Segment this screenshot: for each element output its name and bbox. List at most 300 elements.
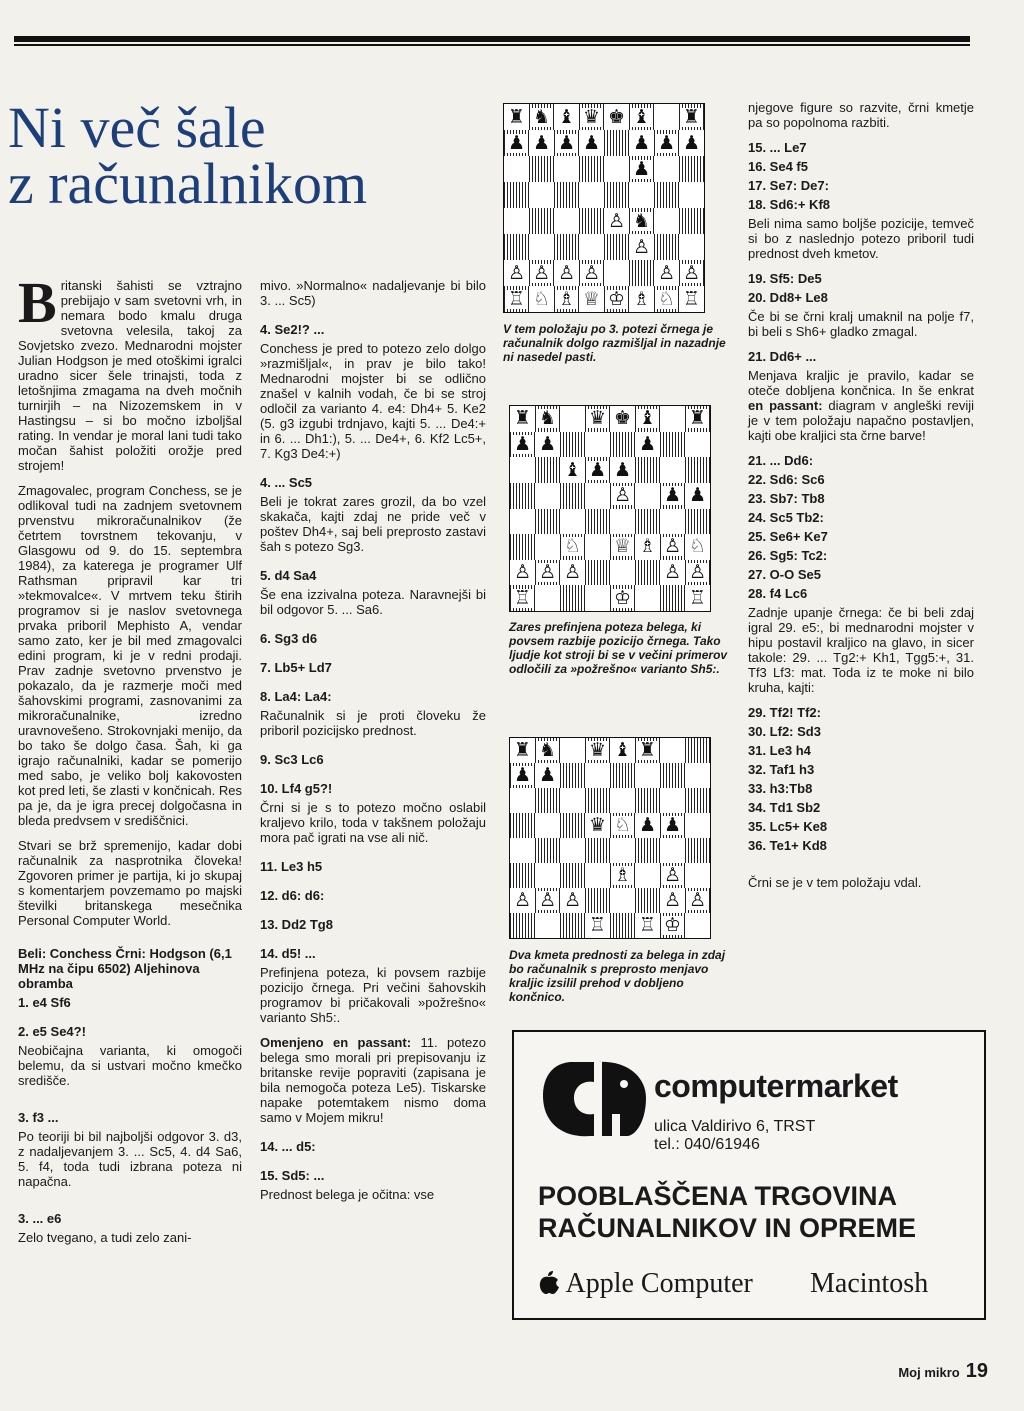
chess-piece: ♟ [663, 484, 682, 507]
move: 31. Le3 h4 [748, 743, 811, 758]
board-square [554, 208, 579, 234]
column-1 [18, 270, 242, 1255]
board-square [560, 763, 585, 788]
board-square [610, 888, 635, 913]
board-square [579, 208, 604, 234]
board-square [685, 457, 710, 483]
board-square [629, 104, 654, 130]
chess-piece: ♜ [513, 407, 532, 430]
board-square [585, 913, 610, 938]
board-square [629, 182, 654, 208]
chess-piece: ♟ [682, 131, 701, 154]
board-square [629, 260, 654, 286]
chess-piece: ♖ [513, 586, 532, 609]
move: 30. Lf2: Sd3 [748, 724, 821, 739]
board-square [660, 913, 685, 938]
board-square [504, 130, 529, 156]
board-square [610, 738, 635, 763]
chess-piece: ♟ [557, 131, 576, 154]
paragraph: Zelo tvegano, a tudi zelo zani- [18, 1230, 192, 1245]
board-square [660, 738, 685, 763]
board-square [685, 888, 710, 913]
board-square [579, 286, 604, 312]
chess-piece: ♕ [613, 535, 632, 558]
chess-piece: ♖ [682, 287, 701, 310]
column-2 [260, 278, 486, 1212]
board-square [604, 260, 629, 286]
move: 21. ... Dd6: [748, 453, 814, 468]
board-square [610, 457, 635, 483]
chess-piece: ♙ [613, 484, 632, 507]
chess-piece: ♛ [588, 407, 607, 430]
chess-piece: ♝ [613, 739, 632, 761]
authorized-dealer-text: POOBLAŠČENA TRGOVINA RAČUNALNIKOV IN OPREME [538, 1181, 917, 1243]
board-square [554, 182, 579, 208]
board-square [510, 788, 535, 813]
board-square [685, 432, 710, 458]
paragraph: njegove figure so razvite, črni kmetje pa so popolnoma razbiti. [748, 100, 974, 130]
chess-piece: ♙ [513, 889, 532, 911]
board-square [610, 560, 635, 586]
chess-piece: ♙ [532, 261, 551, 284]
board-square [579, 182, 604, 208]
board-square [585, 483, 610, 509]
board-square [510, 813, 535, 838]
board-square [635, 763, 660, 788]
chess-piece: ♝ [557, 105, 576, 128]
board-square [629, 130, 654, 156]
board-square [685, 509, 710, 535]
board-square [635, 483, 660, 509]
board-square [635, 585, 660, 611]
board-square [510, 863, 535, 888]
board-square [604, 208, 629, 234]
board-square [604, 104, 629, 130]
board-square [660, 534, 685, 560]
board-square [685, 913, 710, 938]
chess-piece: ♟ [513, 432, 532, 455]
move: 34. Td1 Sb2 [748, 800, 821, 815]
paragraph: Če bi se črni kralj umaknil na polje f7, bi beli s Sh6+ gladko zmagal. [748, 309, 974, 339]
board-square [504, 182, 529, 208]
magazine-name: Moj mikro [898, 1365, 960, 1380]
move: 27. O-O Se5 [748, 567, 821, 582]
chess-diagram-3 [509, 737, 711, 939]
board-square [654, 130, 679, 156]
board-square [504, 156, 529, 182]
board-square [560, 813, 585, 838]
board-square [629, 286, 654, 312]
board-square [610, 432, 635, 458]
board-square [585, 813, 610, 838]
board-square [510, 585, 535, 611]
board-square [579, 104, 604, 130]
chess-piece: ♔ [607, 287, 626, 310]
move: 29. Tf2! Tf2: [748, 705, 821, 720]
move: 35. Lc5+ Ke8 [748, 819, 828, 834]
board-square [660, 560, 685, 586]
chess-piece: ♛ [582, 105, 601, 128]
move: 15. Sd5: ... [260, 1168, 325, 1183]
board-square [585, 738, 610, 763]
chess-piece: ♕ [582, 287, 601, 310]
board-square [560, 457, 585, 483]
board-square [535, 813, 560, 838]
page-footer [898, 1360, 988, 1383]
move: 4. ... Sc5 [260, 475, 313, 490]
chess-piece: ♙ [688, 889, 707, 911]
board-square [679, 104, 704, 130]
board-square [510, 483, 535, 509]
paragraph: Črni si je s to potezo močno oslabil kraljevo krilo, toda v takšnem položaju mora pač igrati na vse ali nič. [260, 800, 486, 845]
paragraph: Zmagovalec, program Conchess, se je odlikoval tudi na zadnjem svetovnem prvenstvu mikroračunalnikov (že četrtem tovrstnem tekovanju, v Glasgowu od 9. do 15. septembra 1984), za katerega je programer Ulf Rathsman pripravil kar tri »tekmovalce«. V mrtvem teku štirih programov si je naslov svetovnega prvaka priboril Mephisto A, vendar samo zato, ker je bil med zmagovalci edini program, ki je v redni prodaji. Prav zadnje svetovno prvenstvo je pokazalo, da je razmerje moči med šahovskimi programi, zasnovanimi za mikroračunalnike, izredno uravnovešeno. Strokovnjaki menijo, da bo tako še dolgo časa. Šah, ki ga igrajo računalniki, kadar se pomerijo med sabo, je veliko bolj kakovosten kot pred leti, še zlasti v končnicah. Res pa je, da je igra precej dolgočasna in bleda predvsem v središčnici. [18, 483, 242, 828]
board-square [560, 738, 585, 763]
chess-piece: ♜ [688, 407, 707, 430]
board-square [685, 813, 710, 838]
board-square [635, 913, 660, 938]
board-square [610, 763, 635, 788]
chess-piece: ♟ [638, 814, 657, 836]
chess-piece: ♜ [682, 105, 701, 128]
board-square [504, 208, 529, 234]
board-square [579, 156, 604, 182]
board-square [585, 432, 610, 458]
chess-piece: ♙ [513, 561, 532, 584]
chess-piece: ♙ [663, 535, 682, 558]
chess-piece: ♘ [532, 287, 551, 310]
board-square [535, 763, 560, 788]
chess-piece: ♜ [507, 105, 526, 128]
board-square [554, 130, 579, 156]
chess-piece: ♝ [563, 458, 582, 481]
board-square [560, 509, 585, 535]
board-square [629, 156, 654, 182]
chess-piece: ♙ [663, 561, 682, 584]
chess-piece: ♙ [688, 561, 707, 584]
chess-piece: ♞ [632, 209, 651, 232]
board-square [679, 286, 704, 312]
move: 5. d4 Sa4 [260, 568, 317, 583]
board-square [510, 432, 535, 458]
move: 15. ... Le7 [748, 140, 807, 155]
board-square [610, 913, 635, 938]
board-square [660, 406, 685, 432]
chess-piece: ♟ [632, 131, 651, 154]
move: 17. Se7: De7: [748, 178, 829, 193]
board-square [510, 888, 535, 913]
board-square [529, 234, 554, 260]
chess-piece: ♗ [557, 287, 576, 310]
board-square [535, 509, 560, 535]
board-square [535, 457, 560, 483]
chess-piece: ♙ [657, 261, 676, 284]
paragraph: Po teoriji bi bil najboljši odgovor 3. d3, z nadaljevanjem 3. ... Sc5, 4. d4 Sa6, 5. f4, toda tudi izbrana poteza ni napačna. [18, 1129, 242, 1189]
board-square [535, 483, 560, 509]
chess-piece: ♚ [613, 407, 632, 430]
chess-diagram-1 [503, 103, 705, 313]
board-square [654, 260, 679, 286]
board-square [635, 457, 660, 483]
board-square [654, 182, 679, 208]
move: 8. La4: La4: [260, 689, 332, 704]
board-square [560, 913, 585, 938]
board-square [560, 838, 585, 863]
chess-piece: ♗ [613, 864, 632, 886]
board-square [635, 534, 660, 560]
board-square [635, 560, 660, 586]
chess-piece: ♜ [638, 739, 657, 761]
board-square [585, 406, 610, 432]
board-square [585, 534, 610, 560]
board-square [660, 788, 685, 813]
chess-piece: ♚ [607, 105, 626, 128]
board-square [679, 156, 704, 182]
chess-piece: ♙ [507, 261, 526, 284]
brand-name: computermarket [654, 1068, 898, 1104]
chess-piece: ♝ [632, 105, 651, 128]
board-square [604, 234, 629, 260]
board-square [560, 432, 585, 458]
chess-piece: ♖ [507, 287, 526, 310]
board-square [635, 509, 660, 535]
macintosh-mark: Macintosh [810, 1268, 929, 1299]
board-square [660, 509, 685, 535]
chess-piece: ♘ [613, 814, 632, 836]
game-header: Beli: Conchess Črni: Hodgson (6,1 MHz na čipu 6502) Aljehinova obramba [18, 946, 232, 991]
board-square [579, 234, 604, 260]
board-square [660, 863, 685, 888]
board-square [510, 913, 535, 938]
intro-paragraph: Britanski šahisti se vztrajno prebijajo v sam svetovni vrh, in nemara bodo kmalu druga svetovna velesila, takoj za Sovjetsko zvezo. Mednarodni mojster Julian Hodgson je med otoškimi igralci uradno sicer šele trinajsti, toda z letošnjima zmagama na dveh močnih turnirjih – na Nizozemskem in v Hastingsu – si bo močno izboljšal rating. In vendar je moral lani tudi takо močan šahist položiti orožje pred strojem! [18, 270, 242, 473]
board-square [510, 738, 535, 763]
paragraph: Menjava kraljic je pravilo, kadar se oteče dobljena končnica. In še enkrat en passant: diagram v angleški reviji je v tem položaju napačno postavljen, kajti obe kraljici sta črne barve! [748, 368, 974, 443]
board-square [685, 406, 710, 432]
board-square [610, 483, 635, 509]
board-square [654, 208, 679, 234]
board-square [654, 156, 679, 182]
board-square [610, 509, 635, 535]
chess-piece: ♞ [538, 739, 557, 761]
board-square [560, 888, 585, 913]
chess-piece: ♖ [688, 586, 707, 609]
move: 16. Se4 f5 [748, 159, 808, 174]
chess-piece: ♙ [632, 235, 651, 258]
paragraph: Prednost belega je očitna: vse [260, 1187, 435, 1202]
board-square [510, 457, 535, 483]
advertisement [512, 1030, 986, 1320]
board-square [585, 560, 610, 586]
board-square [604, 156, 629, 182]
board-square [510, 406, 535, 432]
board-square [585, 509, 610, 535]
board-square [560, 483, 585, 509]
board-square [554, 234, 579, 260]
board-square [560, 863, 585, 888]
move: 24. Sc5 Tb2: [748, 510, 824, 525]
paragraph: Prefinjena poteza, ki povsem razbije pozicijo črnega. Pri večini šahovskih programov bi pričakovali »požrešno« varianto Sh5:. [260, 965, 486, 1025]
move: 1. e4 Sf6 [18, 995, 71, 1010]
board-square [579, 260, 604, 286]
board-square [535, 788, 560, 813]
board-square [685, 738, 710, 763]
board-square [685, 585, 710, 611]
board-square [585, 863, 610, 888]
board-square [535, 738, 560, 763]
paragraph: Neobičajna varianta, ki omogoči belemu, da si ustvari močno kmečko središče. [18, 1043, 242, 1088]
board-square [679, 130, 704, 156]
chess-piece: ♘ [563, 535, 582, 558]
move: 20. Dd8+ Le8 [748, 290, 828, 305]
article-title: Ni več šale z računalnikom [8, 95, 368, 216]
board-square [660, 763, 685, 788]
board-square [560, 406, 585, 432]
diagram-caption-2: Zares prefinjena poteza belega, ki povsem razbije pozicijo črnega. Tako ljudje kot stroji bi se v večini primerov odločili za »požrešno« varianto Sh5:. [509, 620, 728, 676]
move: 36. Te1+ Kd8 [748, 838, 827, 853]
board-square [685, 763, 710, 788]
board-square [529, 286, 554, 312]
board-square [660, 813, 685, 838]
board-square [585, 888, 610, 913]
board-square [635, 738, 660, 763]
board-square [679, 208, 704, 234]
apple-computer-mark: Apple Computer [538, 1268, 753, 1300]
board-square [654, 234, 679, 260]
board-square [529, 182, 554, 208]
board-square [529, 208, 554, 234]
board-square [660, 838, 685, 863]
board-square [635, 838, 660, 863]
board-square [685, 863, 710, 888]
chess-piece: ♖ [638, 914, 657, 936]
board-square [535, 432, 560, 458]
board-square [529, 130, 554, 156]
chess-piece: ♛ [588, 814, 607, 836]
chess-piece: ♙ [563, 561, 582, 584]
board-square [610, 585, 635, 611]
move: 21. Dd6+ ... [748, 349, 817, 364]
paragraph: mivo. »Normalno« nadaljevanje bi bilo 3. ... Sc5) [260, 278, 486, 308]
board-square [579, 130, 604, 156]
move: 14. d5! ... [260, 946, 316, 961]
drop-cap: B [18, 270, 57, 335]
board-square [610, 838, 635, 863]
top-rule [14, 36, 970, 42]
board-square [554, 156, 579, 182]
board-square [635, 888, 660, 913]
board-square [529, 156, 554, 182]
move: 18. Sd6:+ Kf8 [748, 197, 831, 212]
chess-piece: ♞ [532, 105, 551, 128]
board-square [585, 788, 610, 813]
board-square [585, 585, 610, 611]
board-square [585, 457, 610, 483]
board-square [635, 406, 660, 432]
move: 32. Taf1 h3 [748, 762, 815, 777]
diagram-caption-1: V tem položaju po 3. potezi črnega je računalnik dolgo razmišljal in nazadnje ni nasedel pasti. [503, 322, 726, 364]
board-square [510, 534, 535, 560]
move: 26. Sg5: Tc2: [748, 548, 828, 563]
page-number: 19 [965, 1360, 988, 1382]
chess-piece: ♟ [688, 484, 707, 507]
paragraph: Beli nima samo boljše pozicije, temveč si bo z naslednjo potezo priboril tudi prednost dveh kmetov. [748, 216, 974, 261]
board-square [504, 260, 529, 286]
board-square [685, 560, 710, 586]
board-square [654, 286, 679, 312]
move: 4. Se2!? ... [260, 322, 325, 337]
board-square [654, 104, 679, 130]
board-square [679, 260, 704, 286]
game-result: Črni se je v tem položaju vdal. [748, 875, 922, 890]
column-4 [748, 100, 974, 900]
chess-piece: ♟ [532, 131, 551, 154]
chess-piece: ♘ [657, 287, 676, 310]
chess-piece: ♗ [638, 535, 657, 558]
chess-piece: ♟ [663, 814, 682, 836]
board-square [660, 457, 685, 483]
elephant-logo-icon [540, 1054, 648, 1140]
address-block: ulica Valdirivo 6, TRST tel.: 040/61946 [654, 1118, 816, 1153]
chess-piece: ♙ [682, 261, 701, 284]
board-square [685, 788, 710, 813]
chess-piece: ♙ [582, 261, 601, 284]
move: 22. Sd6: Sc6 [748, 472, 825, 487]
board-square [510, 509, 535, 535]
chess-piece: ♟ [538, 432, 557, 455]
board-square [535, 560, 560, 586]
board-square [679, 182, 704, 208]
board-square [504, 286, 529, 312]
board-square [660, 432, 685, 458]
chess-piece: ♖ [588, 914, 607, 936]
board-square [604, 182, 629, 208]
move: 3. f3 ... [18, 1110, 59, 1125]
board-square [610, 534, 635, 560]
board-square [560, 585, 585, 611]
board-square [585, 763, 610, 788]
board-square [535, 863, 560, 888]
chess-piece: ♟ [657, 131, 676, 154]
board-square [629, 208, 654, 234]
board-square [635, 813, 660, 838]
move: 7. Lb5+ Ld7 [260, 660, 332, 675]
chess-piece: ♘ [688, 535, 707, 558]
board-square [510, 763, 535, 788]
chess-piece: ♙ [538, 561, 557, 584]
top-rule-thin [14, 44, 970, 46]
board-square [660, 483, 685, 509]
chess-piece: ♔ [663, 914, 682, 936]
chess-piece: ♛ [588, 739, 607, 761]
chess-diagram-2 [509, 405, 711, 612]
board-square [529, 104, 554, 130]
chess-piece: ♟ [538, 764, 557, 786]
chess-piece: ♟ [638, 432, 657, 455]
board-square [554, 104, 579, 130]
board-square [535, 534, 560, 560]
chess-piece: ♟ [632, 157, 651, 180]
chess-piece: ♝ [638, 407, 657, 430]
chess-piece: ♟ [588, 458, 607, 481]
chess-piece: ♙ [557, 261, 576, 284]
board-square [535, 406, 560, 432]
board-square [604, 286, 629, 312]
board-square [610, 813, 635, 838]
board-square [635, 432, 660, 458]
chess-piece: ♔ [613, 586, 632, 609]
chess-piece: ♙ [663, 889, 682, 911]
board-square [660, 888, 685, 913]
paragraph: Računalnik si je proti človeku že priboril pozicijsko prednost. [260, 708, 486, 738]
